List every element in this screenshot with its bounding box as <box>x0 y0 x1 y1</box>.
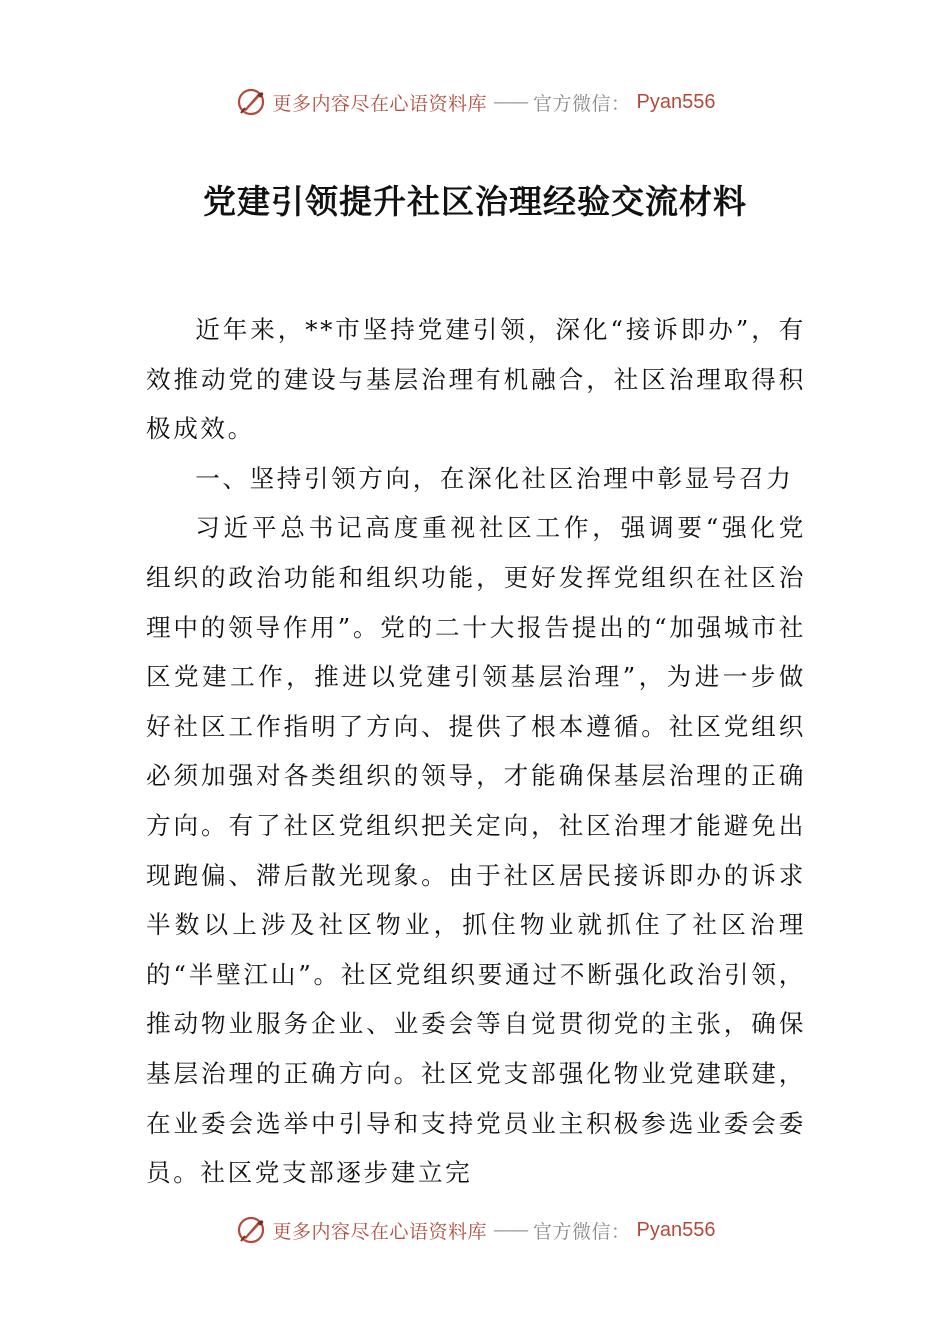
footer-watermark <box>0 1210 950 1250</box>
watermark-label: 官方微信： <box>533 1220 631 1243</box>
watermark-separator: —— <box>493 1219 528 1241</box>
watermark-wechat-id: Pyan556 <box>636 90 716 113</box>
watermark-wechat-id: Pyan556 <box>636 1218 716 1241</box>
watermark-separator: —— <box>493 91 528 113</box>
document-body <box>146 305 806 1198</box>
quill-logo-icon <box>235 1214 267 1246</box>
quill-logo-icon <box>235 86 267 118</box>
paragraph-body: 习近平总书记高度重视社区工作，强调要“强化党组织的政治功能和组织功能，更好发挥党组织在社区治理中的领导作用”。党的二十大报告提出的“加强城市社区党建工作，推进以党建引领基层治理”，为进一步做好社区工作指明了方向、提供了根本遵循。社区党组织必须加强对各类组织的领导，才能确保基层治理的正确方向。有了社区党组织把关定向，社区治理才能避免出现跑偏、滞后散光现象。由于社区居民接诉即办的诉求半数以上涉及社区物业，抓住物业就抓住了社区治理的“半壁江山”。社区党组织要通过不断强化政治引领，推动物业服务企业、业委会等自觉贯彻党的主张，确保基层治理的正确方向。社区党支部强化物业党建联建，在业委会选举中引导和支持党员业主积极参选业委会委员。社区党支部逐步建立完 <box>146 513 806 1188</box>
section-heading: 一、坚持引领方向，在深化社区治理中彰显号召力 <box>195 463 794 493</box>
watermark-label: 官方微信： <box>533 92 631 115</box>
document-title: 党建引领提升社区治理经验交流材料 <box>203 182 747 221</box>
watermark-text: 更多内容尽在心语资料库 <box>272 92 488 115</box>
paragraph-intro: 近年来，**市坚持党建引领，深化“接诉即办”，有效推动党的建设与基层治理有机融合，社区治理取得积极成效。 <box>146 315 806 444</box>
header-watermark <box>0 82 950 122</box>
watermark-text: 更多内容尽在心语资料库 <box>272 1220 488 1243</box>
